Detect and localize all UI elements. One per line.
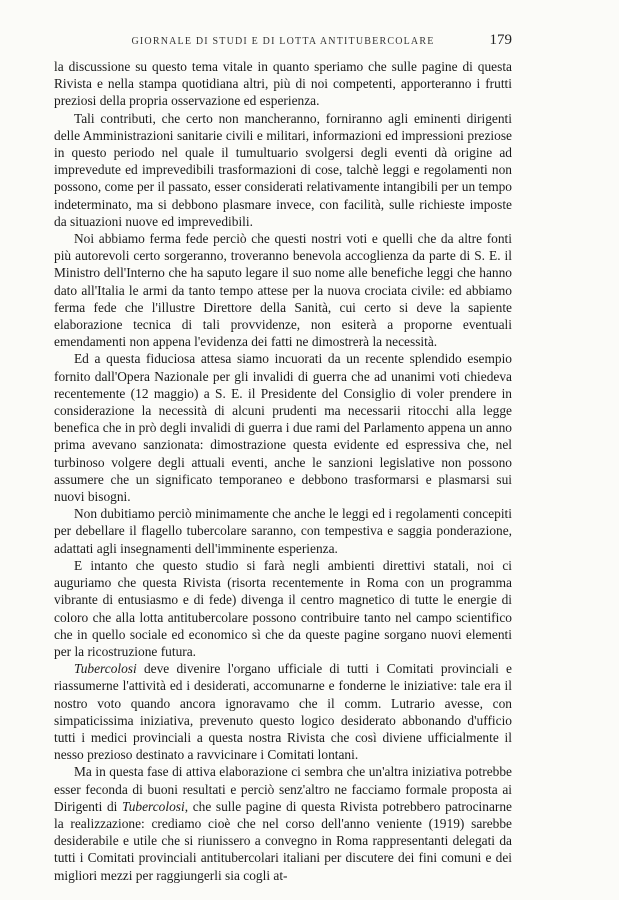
paragraph-text: Ma in questa fase di attiva elaborazione ci sembra che un'altra iniziativa potrebbe esser feconda di buoni resultati e perciò senz'altro ne facciamo formale proposta ai Dirigenti di <box>54 764 512 814</box>
paragraph <box>54 763 512 883</box>
running-header: GIORNALE DI STUDI E DI LOTTA ANTITUBERCOLARE <box>131 36 435 47</box>
paragraph: Noi abbiamo ferma fede perciò che questi nostri voti e quelli che da altre fonti più autorevoli certo sorgeranno, troveranno benevola accoglienza da parte di S. E. il Ministro dell'Interno che ha saputo legare il suo nome alle benefiche leggi che hanno dato all'Italia le armi da tanto tempo attese per la nuova crociata civile: ed abbiamo ferma fede che l'illustre Direttore della Sanità, cui certo si deve la sapiente elaborazione tecnica di tali provvidenze, non esiterà a proporne eventuali emendamenti non appena l'evidenza dei fatti ne dimostrerà la necessità. <box>54 231 512 350</box>
body-text <box>54 58 512 884</box>
page-number: 179 <box>489 32 512 48</box>
paragraph <box>54 660 512 763</box>
paragraph: la discussione su questo tema vitale in quanto speriamo che sulle pagine di questa Rivista e nella stampa quotidiana altri, più di noi competenti, apporteranno i frutti preziosi della propria osservazione ed esperienza. <box>54 59 512 109</box>
journal-title-italic: Tubercolosi <box>74 661 137 677</box>
paragraph-text: , che sulle pagine di questa Rivista potrebbero patrocinarne la realizzazione: crediamo cioè che nel corso dell'anno veniente (1919) sarebbe desiderabile e utile che si riunissero a convegno in Roma rappresentanti delegati da tutti i Comitati provinciali antitubercolari italiani per discutere dei fini comuni e dei migliori mezzi per raggiungerli sia cogli at- <box>54 798 512 883</box>
paragraph: Non dubitiamo perciò minimamente che anche le leggi ed i regolamenti concepiti per debellare il flagello tubercolare saranno, con tempestiva e saggia ponderazione, adattati agli insegnamenti dell'imminente esperienza. <box>54 506 512 556</box>
paragraph: E intanto che questo studio si farà negli ambienti direttivi statali, noi ci auguriamo che questa Rivista (risorta recentemente in Roma con un programma vibrante di entusiasmo e di fede) divenga il centro magnetico di tutte le energie di coloro che alla lotta antitubercolare possono contribuire tanto nel campo scientifico che in quello sociale ed economico sì che da queste pagine sorgano nuovi elementi per la ricostruzione futura. <box>54 557 512 659</box>
journal-title-italic: Tubercolosi <box>121 798 185 814</box>
paragraph-text: deve divenire l'organo ufficiale di tutti i Comitati provinciali e riassumerne l'attività ed i desiderati, accomunarne e fonderne le iniziative: tale era il nostro voto quando ancora ignoravamo che il comm. Lutrario avesse, con simpaticissima iniziativa, prevenuto questo logico desiderato abbonando d'ufficio tutti i medici provinciali a questa nostra Rivista che così diviene ufficialmente il nesso prezioso destinato a ravvicinare i Comitati lontani. <box>54 661 512 763</box>
paragraph: Ed a questa fiduciosa attesa siamo incuorati da un recente splendido esempio fornito dall'Opera Nazionale per gli invalidi di guerra che ad unanimi voti chiedeva recentemente (12 maggio) a S. E. il Presidente del Consiglio di voler prendere in considerazione la necessità di alcuni prudenti ma necessarii ritocchi alla legge benefica che in prò degli invalidi di guerra i due rami del Parlamento appena un anno prima avevano sanzionata: dimostrazione questa evidente ed espressiva che, nel turbinoso volgere degli attuali eventi, anche le sanzioni legislative non possono assumere che un significato temporaneo e debbono trasformarsi e plasmarsi sui nuovi bisogni. <box>54 351 512 505</box>
paragraph: Tali contributi, che certo non mancheranno, forniranno agli eminenti dirigenti delle Amministrazioni sanitarie civili e militari, informazioni ed impressioni preziose in questo periodo nel quale il tumultuario svolgersi degli eventi dà origine ad imprevedute ed imprevedibili trasformazioni di cose, talchè leggi e regolamenti non possono, come per il passato, esser considerati relativamente intangibili per un tempo indeterminato, ma si debbono plasmare invece, con facilità, sulle richieste imposte da situazioni nuove ed imprevedibili. <box>54 110 512 229</box>
